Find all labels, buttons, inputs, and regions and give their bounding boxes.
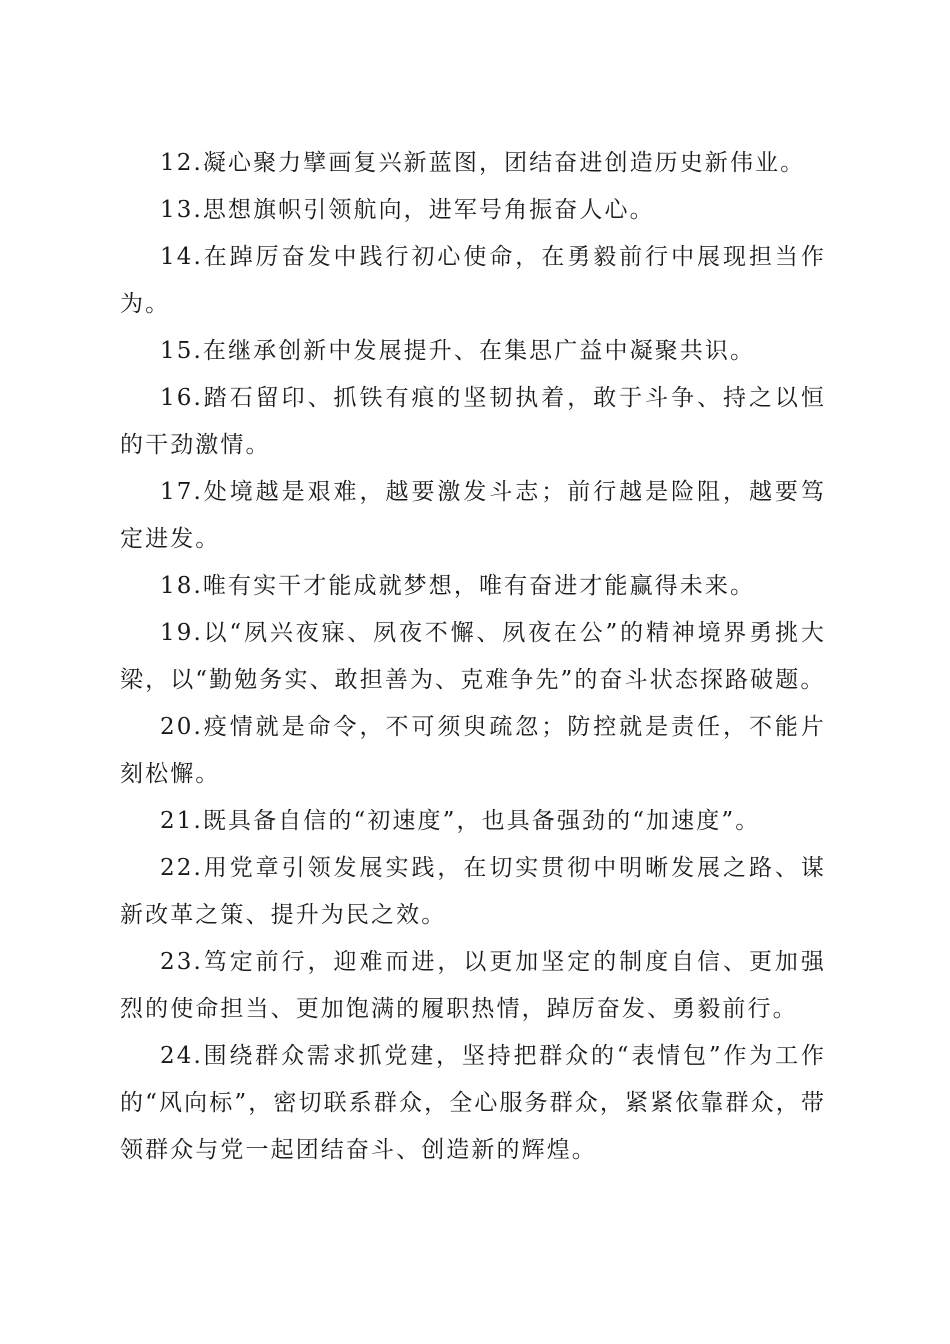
paragraph-15: 15.在继承创新中发展提升、在集思广益中凝聚共识。 — [160, 338, 756, 364]
paragraph-13: 13.思想旗帜引领航向，进军号角振奋人心。 — [160, 197, 655, 223]
paragraph-16: 16.踏石留印、抓铁有痕的坚韧执着，敢于斗争、持之以恒的干劲激情。 — [120, 385, 826, 458]
document-body — [120, 140, 826, 1174]
paragraph-22: 22.用党章引领发展实践，在切实贯彻中明晰发展之路、谋新改革之策、提升为民之效。 — [120, 855, 826, 928]
paragraph-21: 21.既具备自信的“初速度”，也具备强劲的“加速度”。 — [160, 808, 761, 834]
paragraph-18: 18.唯有实干才能成就梦想，唯有奋进才能赢得未来。 — [160, 573, 756, 599]
paragraph-20: 20.疫情就是命令，不可须臾疏忽；防控就是责任，不能片刻松懈。 — [120, 714, 826, 787]
paragraph-17: 17.处境越是艰难，越要激发斗志；前行越是险阻，越要笃定进发。 — [120, 479, 826, 552]
paragraph-14: 14.在踔厉奋发中践行初心使命，在勇毅前行中展现担当作为。 — [120, 244, 826, 317]
paragraph-12: 12.凝心聚力擘画复兴新蓝图，团结奋进创造历史新伟业。 — [160, 150, 806, 176]
paragraph-23: 23.笃定前行，迎难而进，以更加坚定的制度自信、更加强烈的使命担当、更加饱满的履职热情，踔厉奋发、勇毅前行。 — [120, 949, 826, 1022]
paragraph-24: 24.围绕群众需求抓党建，坚持把群众的“表情包”作为工作的“风向标”，密切联系群众，全心服务群众，紧紧依靠群众，带领群众与党一起团结奋斗、创造新的辉煌。 — [120, 1043, 826, 1163]
paragraph-19: 19.以“夙兴夜寐、夙夜不懈、夙夜在公”的精神境界勇挑大梁，以“勤勉务实、敢担善为、克难争先”的奋斗状态探路破题。 — [120, 620, 826, 693]
